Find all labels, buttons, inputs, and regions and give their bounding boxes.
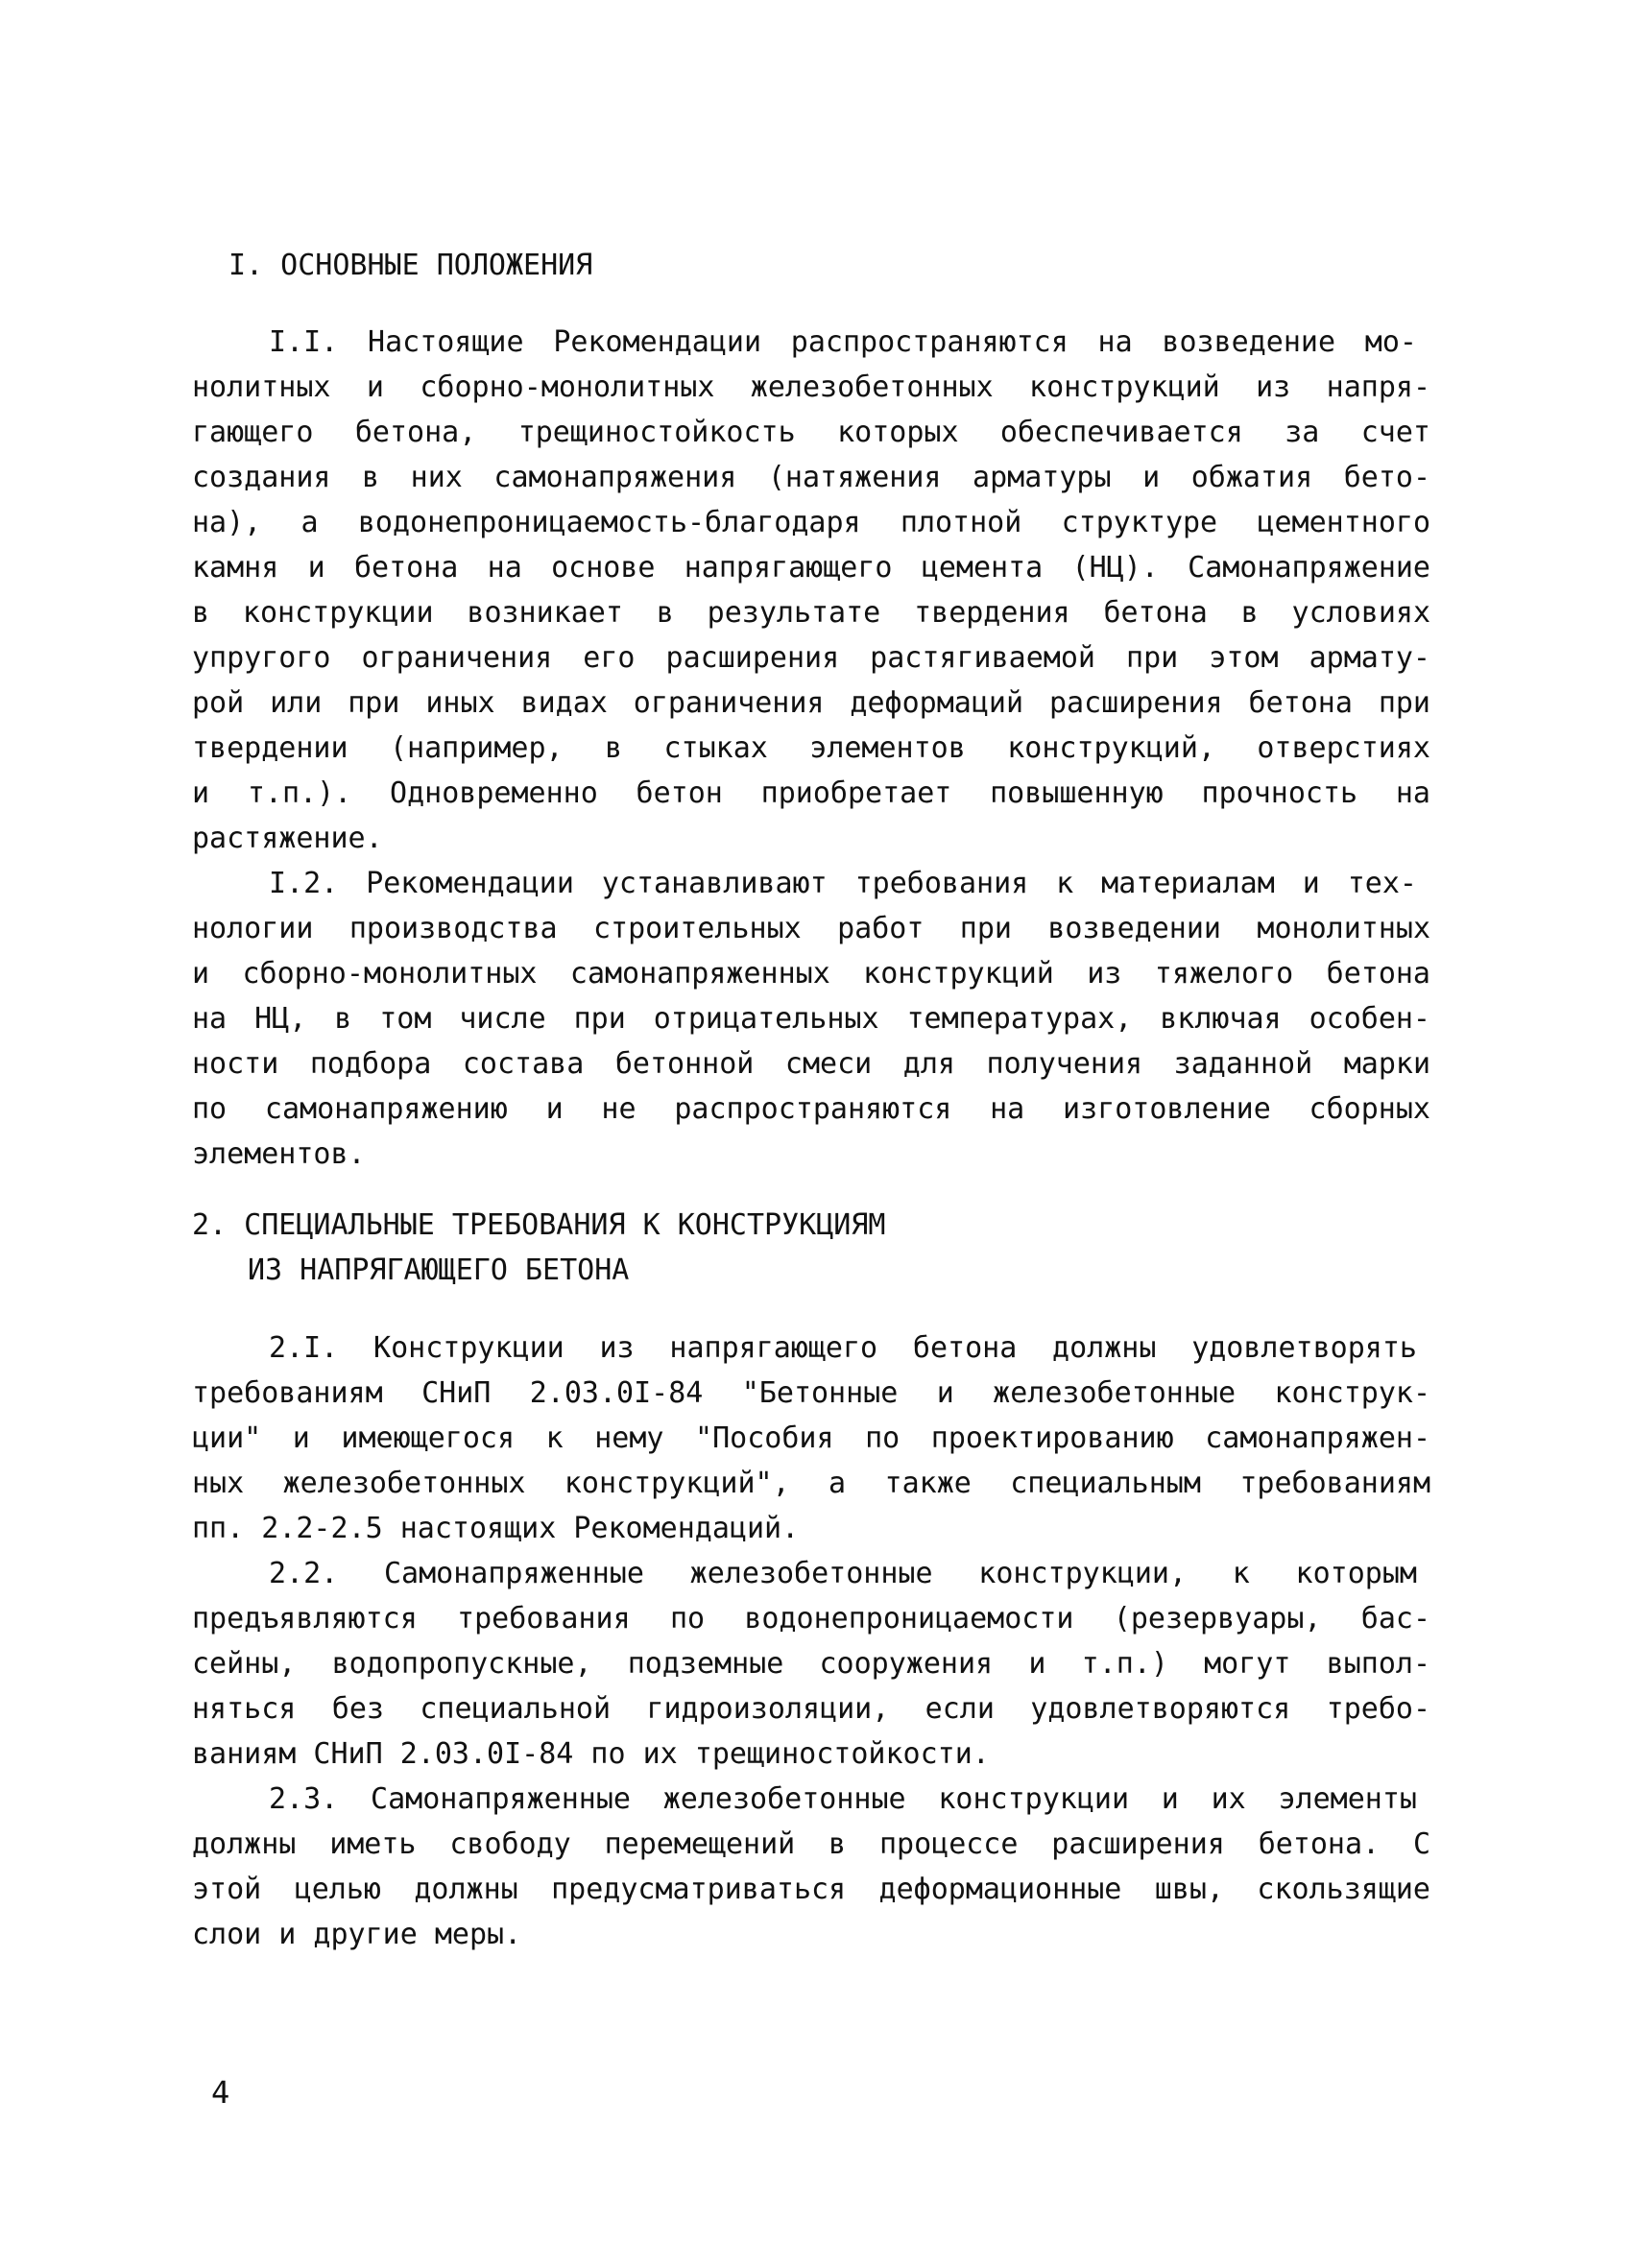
paragraph-1-1-line: твердении (например, в стыках элементов конструкций, отверстиях bbox=[192, 731, 1430, 765]
section-2-heading-line-2: ИЗ НАПРЯГАЮЩЕГО БЕТОНА bbox=[248, 1253, 630, 1287]
paragraph-1-1-line: гающего бетона, трещиностойкость которых обеспечивается за счет bbox=[192, 416, 1430, 449]
paragraph-2-3-line: 2.3. Самонапряженные железобетонные конструкции и их элементы bbox=[269, 1782, 1417, 1816]
paragraph-1-2-line: ности подбора состава бетонной смеси для получения заданной марки bbox=[192, 1047, 1430, 1081]
paragraph-2-3-line: этой целью должны предусматриваться деформационные швы, скользящие bbox=[192, 1873, 1430, 1906]
paragraph-1-1-line: нолитных и сборно-монолитных железобетонных конструкций из напря- bbox=[192, 370, 1430, 404]
paragraph-2-1-line: пп. 2.2-2.5 настоящих Рекомендаций. bbox=[192, 1512, 800, 1545]
paragraph-2-2-line: няться без специальной гидроизоляции, если удовлетворяются требо- bbox=[192, 1692, 1430, 1726]
paragraph-2-3-line: слои и другие меры. bbox=[192, 1918, 522, 1951]
paragraph-2-2-line: сейны, водопропускные, подземные сооружения и т.п.) могут выпол- bbox=[192, 1647, 1430, 1681]
paragraph-2-1-line: 2.I. Конструкции из напрягающего бетона должны удовлетворять bbox=[269, 1331, 1417, 1365]
page-number: 4 bbox=[211, 2074, 230, 2111]
paragraph-1-2-line: I.2. Рекомендации устанавливают требования к материалам и тех- bbox=[269, 867, 1417, 900]
paragraph-2-1-line: ции" и имеющегося к нему "Пособия по проектированию самонапряжен- bbox=[192, 1421, 1430, 1455]
paragraph-1-1-line: в конструкции возникает в результате твердения бетона в условиях bbox=[192, 596, 1430, 630]
paragraph-2-2-line: 2.2. Самонапряженные железобетонные конструкции, к которым bbox=[269, 1557, 1417, 1590]
paragraph-2-3-line: должны иметь свободу перемещений в процессе расширения бетона. С bbox=[192, 1827, 1430, 1861]
paragraph-1-2-line: на НЦ, в том числе при отрицательных температурах, включая особен- bbox=[192, 1002, 1430, 1036]
paragraph-1-2-line: элементов. bbox=[192, 1137, 366, 1171]
paragraph-2-1-line: требованиям СНиП 2.03.0I-84 "Бетонные и железобетонные конструк- bbox=[192, 1376, 1430, 1410]
section-1-heading: I. ОСНОВНЫЕ ПОЛОЖЕНИЯ bbox=[228, 249, 593, 282]
paragraph-1-1-line: создания в них самонапряжения (натяжения арматуры и обжатия бето- bbox=[192, 461, 1430, 494]
section-2-heading-line-1: 2. СПЕЦИАЛЬНЫЕ ТРЕБОВАНИЯ К КОНСТРУКЦИЯМ bbox=[192, 1208, 886, 1242]
paragraph-1-1-line: рой или при иных видах ограничения деформаций расширения бетона при bbox=[192, 686, 1430, 720]
paragraph-1-1-line: на), а водонепроницаемость-благодаря плотной структуре цементного bbox=[192, 506, 1430, 539]
paragraph-1-1-line: I.I. Настоящие Рекомендации распространяются на возведение мо- bbox=[269, 325, 1417, 359]
paragraph-2-1-line: ных железобетонных конструкций", а также специальным требованиям bbox=[192, 1467, 1430, 1500]
paragraph-1-2-line: и сборно-монолитных самонапряженных конструкций из тяжелого бетона bbox=[192, 957, 1430, 991]
paragraph-2-2-line: предъявляются требования по водонепроницаемости (резервуары, бас- bbox=[192, 1602, 1430, 1635]
paragraph-1-1-line: растяжение. bbox=[192, 822, 383, 855]
paragraph-1-2-line: нологии производства строительных работ при возведении монолитных bbox=[192, 912, 1430, 945]
paragraph-1-1-line: камня и бетона на основе напрягающего цемента (НЦ). Самонапряжение bbox=[192, 551, 1430, 585]
paragraph-1-1-line: упругого ограничения его расширения растягиваемой при этом армату- bbox=[192, 641, 1430, 675]
paragraph-1-2-line: по самонапряжению и не распространяются на изготовление сборных bbox=[192, 1092, 1430, 1126]
paragraph-2-2-line: ваниям СНиП 2.03.0I-84 по их трещиностойкости. bbox=[192, 1737, 990, 1771]
paragraph-1-1-line: и т.п.). Одновременно бетон приобретает повышенную прочность на bbox=[192, 776, 1430, 810]
